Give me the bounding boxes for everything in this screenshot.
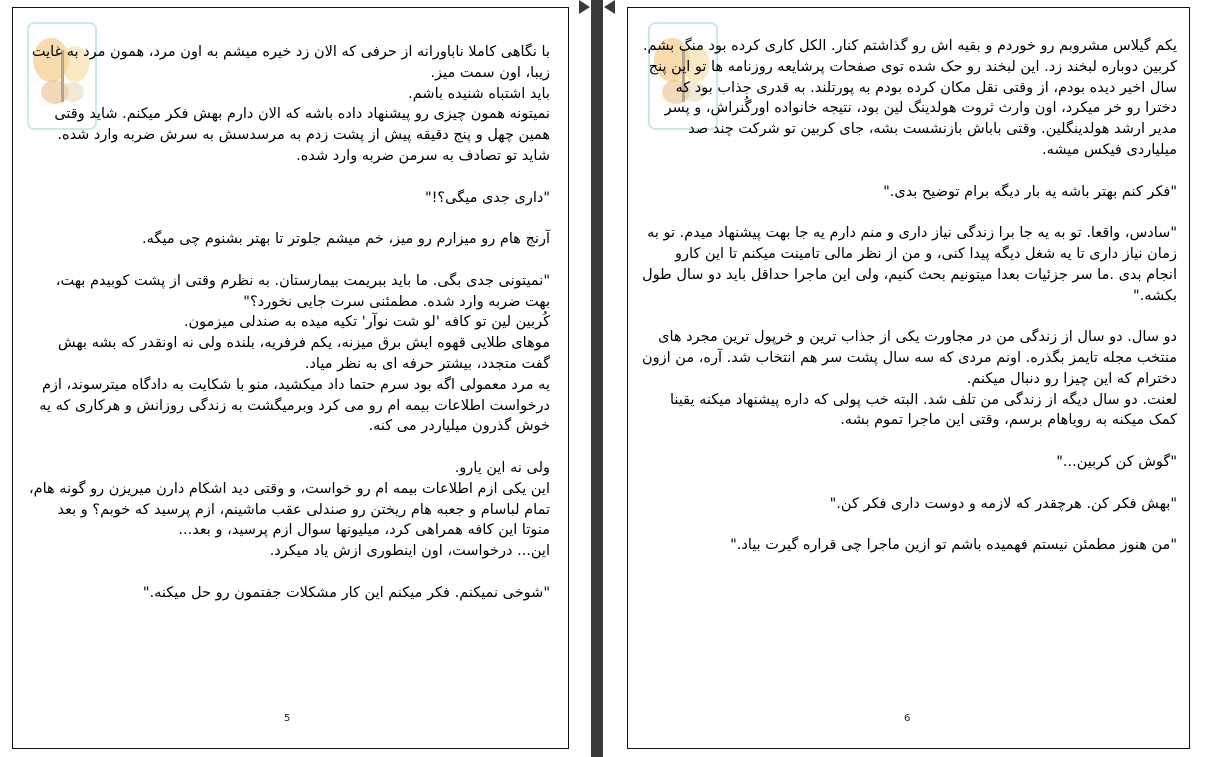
paragraph-gap [27, 250, 550, 271]
paragraph: "من هنوز مطمئن نیستم فهمیده باشم تو ازین ماجرا چی قراره گیرت بیاد." [730, 537, 1177, 554]
paragraph-gap [27, 437, 550, 458]
paragraph: "شوخی نمیکنم. فکر میکنم این کار مشکلات جفتمون رو حل میکنه." [142, 584, 550, 601]
paragraph: "نمیتونی جدی بگی. ما باید ببریمت بیمارستان. به نظرم وقتی از پشت کوبیدم بهت، بهت ضربه وارد شده. مطمئنی سرت جایی نخورد؟" [55, 272, 550, 310]
paragraph-gap [27, 562, 550, 583]
page-gutter [591, 0, 603, 757]
paragraph: آرنج هام رو میزارم رو میز، خم میشم جلوتر تا بهتر بشنوم چی میگه. [142, 231, 550, 248]
page-text [642, 36, 1177, 556]
gutter-arrow-right-icon [604, 0, 615, 14]
paragraph-gap [27, 208, 550, 229]
paragraph: یه مرد معمولی اگه بود سرم حتما داد میکشید، منو با شکایت به دادگاه میترسوند، ازم درخواست اطلاعات بیمه ام رو می کرد وبرمیگشت به زندگی روزانش و هرکاری که یه خوش گذرون میلیاردر می کنه. [39, 376, 550, 435]
paragraph: دو سال. دو سال از زندگی من در مجاورت یکی از جذاب ترین و خرپول ترین مجرد های منتخب مجله تایمز بگذره. اونم مردی که سه سال پشت سر هم انتخاب شد. آره، من ازون دخترام که این چیزا رو دنبال میکنم. [642, 329, 1177, 387]
paragraph-gap [27, 167, 550, 188]
paragraph: موهای طلایی قهوه ایش برق میزنه، یکم فرفریه، بلنده ولی نه اونقدر که بشه بهش گفت متجدد، بیشتر حرفه ای به نظر میاد. [57, 335, 550, 372]
page-number: 5 [284, 713, 291, 724]
page-number: 6 [904, 713, 911, 724]
paragraph: "سادس، واقعا. تو به یه جا برا زندگی نیاز داری و منم دارم یه جا بهت پیشنهاد میدم. تو به زمان نیاز داری تا یه شغل دیگه پیدا کنی، و من از نظر مالی تامینت میکنم تا این کارو انجام بدی .ما سر جزئیات بعدا میتونیم بحث کنیم، ولی این ماجرا حداقل باید دو سال طول بکشه." [642, 225, 1177, 304]
paragraph: با نگاهی کاملا ناباورانه از حرفی که الان زد خیره میشم به اون مرد، همون مرد به غایت زیبا، اون سمت میز. [31, 44, 550, 81]
paragraph: کُربین لین تو کافه 'لو شت نوآر' تکیه میده به صندلی میزمون. [183, 314, 550, 331]
gutter-arrow-left-icon [579, 0, 590, 14]
paragraph-gap [642, 202, 1177, 223]
paragraph-gap [642, 431, 1177, 452]
paragraph-gap [642, 161, 1177, 182]
book-page-5[interactable] [12, 7, 569, 749]
paragraph: این یکی ازم اطلاعات بیمه ام رو خواست، و وقتی دید اشکام دارن میریزن رو گونه هام، تمام لباسام و جعبه هام ریختن رو صندلی عقب ماشینم، ازم پرسید که خوبم؟ و بعد منوتا این کافه همراهی کرد، میلیونها سوال ازم پرسید، و بعد... [28, 480, 550, 539]
paragraph: لعنت. دو سال دیگه از زندگی من تلف شد. البته خب پولی که داره پیشنهاد میکنه یقینا کمک میکنه به رویاهام برسم، وقتی این ماجرا تموم بشه. [670, 391, 1177, 429]
book-page-6[interactable] [627, 7, 1190, 749]
paragraph: "بهش فکر کن. هرچقدر که لازمه و دوست داری فکر کن." [829, 495, 1177, 512]
paragraph-gap [642, 306, 1177, 327]
paragraph: نمیتونه همون چیزی رو پیشنهاد داده باشه که الان دارم بهش فکر میکنم. شاید وقتی همین چهل و پنج دقیقه پیش از پشت زدم به مرسدسش به سرش ضربه وارد شده. شاید تو تصادف به سرمن ضربه وارد شده. [54, 106, 550, 164]
paragraph: باید اشتباه شنیده باشم. [408, 85, 550, 102]
paragraph: "داری جدی میگی؟!" [424, 189, 550, 206]
paragraph: "گوش کن کربین..." [1056, 453, 1177, 470]
paragraph-gap [642, 514, 1177, 535]
paragraph: این... درخواست، اون اینطوری ازش یاد میکرد. [269, 543, 550, 560]
paragraph: کربین دوباره لبخند زد. این لبخند رو حک شده توی صفحات پرشایعه روزنامه ها تو این پنج سال اخیر دیده بودم، از وقتی نقل مکان کرده بودم به پورتلند. به قدری جذاب بود که دخترا رو خر میکرد، اون وارث ثروت هولدینگ لین بود، نتیجه خانواده اورگُنراش، و پسر مدیر ارشد هولدینگلین. وقتی باباش بازنشست بشه، جای کربین تو شرکت چند صد میلیاردی فیکس میشه. [648, 58, 1177, 158]
paragraph: یکم گیلاس مشروبم رو خوردم و بقیه اش رو گذاشتم کنار. الکل کاری کرده بود منگ بشم. [642, 38, 1177, 54]
page-text [27, 42, 550, 604]
paragraph: ولی نه این یارو. [454, 459, 550, 476]
paragraph: "فکر کنم بهتر باشه یه بار دیگه برام توضیح بدی." [883, 183, 1177, 200]
paragraph-gap [642, 473, 1177, 494]
